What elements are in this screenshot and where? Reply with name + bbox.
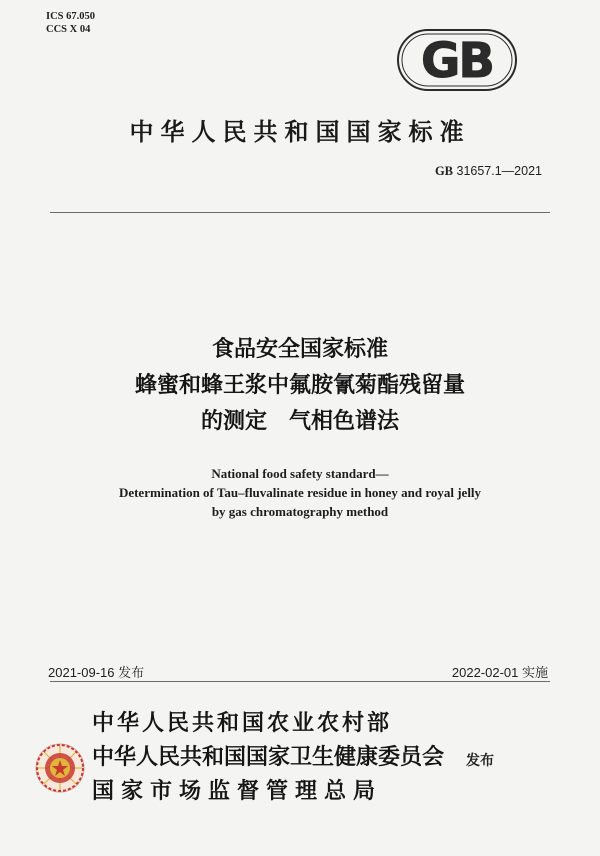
- standard-number: [435, 164, 542, 179]
- gb-logo: [394, 28, 520, 92]
- date-divider: [50, 681, 550, 682]
- national-emblem-icon: [34, 742, 86, 794]
- national-standard-heading: 中华人民共和国国家标准: [129, 117, 471, 146]
- issuing-organizations: [92, 706, 444, 808]
- english-title-line-2: Determination of Tau–fluvalinate residue in honey and royal jelly: [118, 485, 482, 500]
- english-title-line-3: by gas chromatography method: [211, 504, 389, 519]
- ccs-code: CCS X 04: [46, 24, 91, 35]
- classification-codes: [46, 10, 95, 36]
- header-divider: [50, 212, 550, 213]
- chinese-title: [0, 332, 600, 440]
- chinese-title-line-3: 的测定 气相色谱法: [200, 409, 399, 434]
- standard-number-value: 31657.1—2021: [456, 164, 542, 178]
- english-title: [0, 464, 600, 521]
- issue-label: 发布: [466, 753, 494, 769]
- effective-date: 2022‑02‑01 实施: [451, 665, 548, 680]
- issuer-health-commission: 中华人民共和国国家卫生健康委员会: [92, 744, 445, 770]
- issuer-ministry-agriculture: 中华人民共和国农业农村部: [92, 710, 393, 736]
- chinese-title-line-2: 蜂蜜和蜂王浆中氟胺氰菊酯残留量: [134, 373, 465, 398]
- issuer-market-regulation: 国家市场监督管理总局: [92, 778, 383, 804]
- chinese-title-line-1: 食品安全国家标准: [211, 337, 388, 362]
- gb-logo-text: GB: [421, 33, 493, 89]
- english-title-line-1: National food safety standard—: [211, 466, 389, 481]
- ics-code: ICS 67.050: [46, 11, 96, 22]
- standard-number-prefix: GB: [434, 164, 454, 178]
- issue-date: 2021‑09‑16 发布: [48, 665, 145, 680]
